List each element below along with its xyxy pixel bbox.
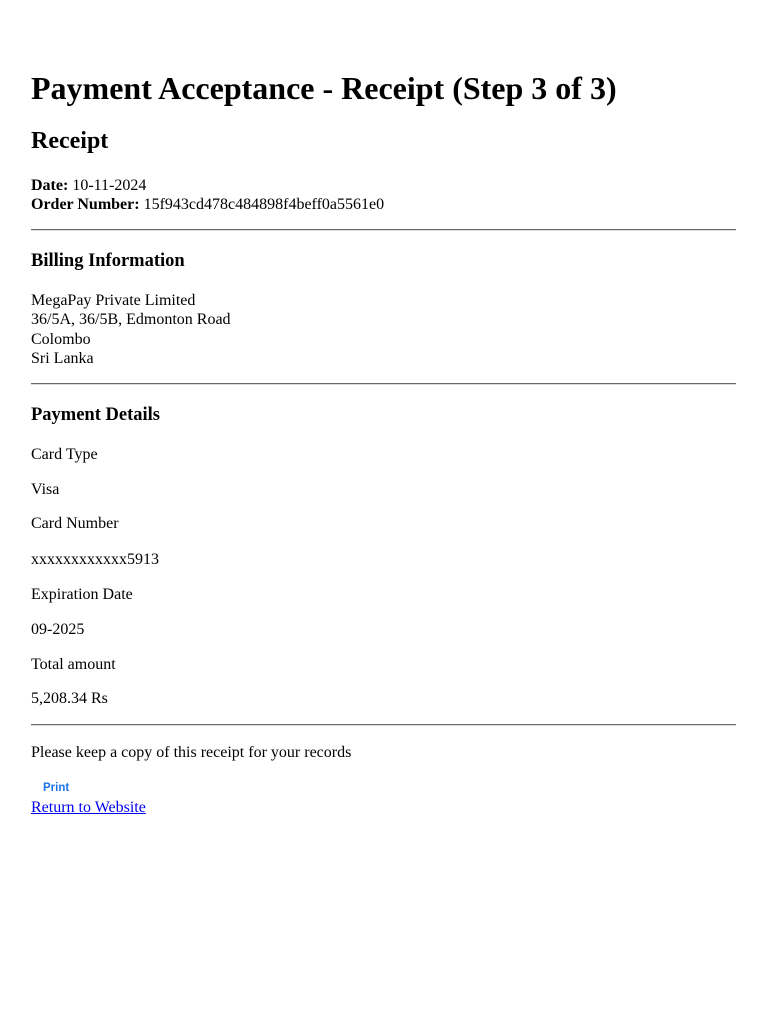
total-amount-label: Total amount bbox=[31, 656, 116, 673]
expiration-date-value: 09-2025 bbox=[31, 621, 85, 638]
billing-address bbox=[31, 291, 231, 369]
total-amount-value: 5,208.34 Rs bbox=[31, 690, 108, 707]
receipt-meta bbox=[31, 176, 384, 214]
print-button[interactable]: Print bbox=[43, 782, 70, 794]
billing-country: Sri Lanka bbox=[31, 350, 94, 368]
date-row bbox=[31, 176, 384, 195]
card-type-label: Card Type bbox=[31, 446, 98, 463]
date-value: 10-11-2024 bbox=[72, 177, 147, 194]
payment-details-heading: Payment Details bbox=[31, 405, 160, 425]
date-label: Date: bbox=[31, 177, 69, 194]
card-type-value: Visa bbox=[31, 481, 60, 498]
divider bbox=[31, 724, 736, 726]
order-number-row bbox=[31, 195, 384, 214]
page-title: Payment Acceptance - Receipt (Step 3 of 3) bbox=[31, 70, 617, 106]
billing-company: MegaPay Private Limited bbox=[31, 292, 196, 309]
billing-city: Colombo bbox=[31, 330, 91, 348]
order-number-label: Order Number: bbox=[31, 196, 140, 213]
divider bbox=[31, 229, 736, 231]
billing-information-heading: Billing Information bbox=[31, 251, 185, 271]
billing-street: 36/5A, 36/5B, Edmonton Road bbox=[31, 311, 231, 329]
order-number-value: 15f943cd478c484898f4beff0a5561e0 bbox=[143, 196, 385, 213]
divider bbox=[31, 383, 736, 385]
receipt-heading: Receipt bbox=[31, 128, 109, 154]
card-number-label: Card Number bbox=[31, 515, 119, 532]
return-to-website-link[interactable]: Return to Website bbox=[31, 799, 146, 816]
keep-copy-note: Please keep a copy of this receipt for your records bbox=[31, 744, 352, 761]
card-number-value: xxxxxxxxxxxx5913 bbox=[31, 551, 159, 568]
expiration-date-label: Expiration Date bbox=[31, 586, 133, 603]
